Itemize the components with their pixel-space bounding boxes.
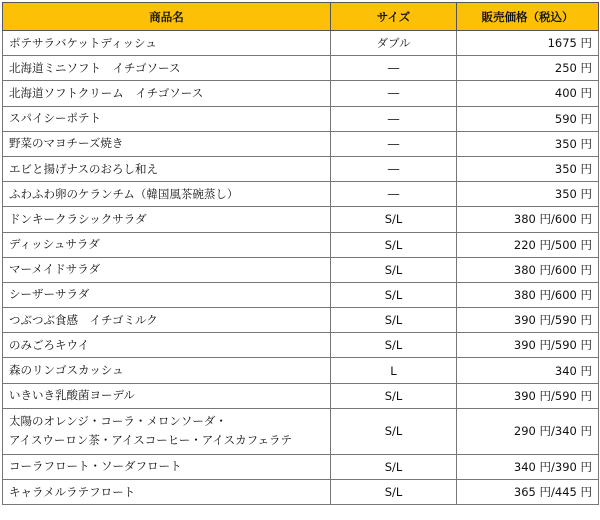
table-row [3, 131, 599, 156]
price-cell: 380 円/600 円 [457, 257, 599, 282]
table-row [3, 480, 599, 505]
size-cell: S/L [331, 383, 457, 408]
size-cell: S/L [331, 308, 457, 333]
price-cell: 390 円/590 円 [457, 333, 599, 358]
table-row [3, 31, 599, 56]
product-name-line: コーラフロート・ソーダフロート [9, 459, 182, 474]
price-cell: 350 円 [457, 182, 599, 207]
table-row [3, 81, 599, 106]
price-cell: 340 円 [457, 358, 599, 383]
price-cell: 220 円/500 円 [457, 232, 599, 257]
product-name-line: スパイシーポテト [9, 111, 101, 126]
table-row [3, 358, 599, 383]
product-name-cell [3, 358, 331, 383]
price-cell: 365 円/445 円 [457, 480, 599, 505]
table-row [3, 106, 599, 131]
product-name-cell [3, 131, 331, 156]
product-name-line: つぶつぶ食感 イチゴミルク [9, 312, 158, 327]
product-name-cell [3, 308, 331, 333]
header-price: 販売価格（税込） [457, 3, 599, 31]
size-cell: L [331, 358, 457, 383]
size-cell: S/L [331, 207, 457, 232]
product-name-line: キャラメルラテフロート [9, 484, 136, 499]
table-row [3, 383, 599, 408]
product-name-line: 北海道ソフトクリーム イチゴソース [9, 85, 204, 100]
table-row [3, 333, 599, 358]
price-cell: 350 円 [457, 156, 599, 181]
product-name-cell [3, 383, 331, 408]
product-name-cell [3, 106, 331, 131]
product-name-cell [3, 182, 331, 207]
product-name-line: ドンキークラシックサラダ [9, 211, 147, 226]
product-name-cell [3, 480, 331, 505]
product-name-line: ふわふわ卵のケランチム（韓国風茶碗蒸し） [9, 186, 239, 201]
product-name-line: のみごろキウイ [9, 337, 90, 352]
product-name-line: 北海道ミニソフト イチゴソース [9, 60, 181, 75]
table-row [3, 282, 599, 307]
size-cell: S/L [331, 480, 457, 505]
product-name-line: 森のリンゴスカッシュ [9, 363, 124, 378]
table-row [3, 408, 599, 454]
size-cell: S/L [331, 282, 457, 307]
table-row [3, 454, 599, 479]
price-cell: 400 円 [457, 81, 599, 106]
size-cell: ― [331, 156, 457, 181]
table-header-row [3, 3, 599, 31]
product-name-line: 野菜のマヨチーズ焼き [9, 136, 124, 151]
table-row [3, 56, 599, 81]
product-name-cell [3, 333, 331, 358]
product-name-cell [3, 156, 331, 181]
size-cell: ダブル [331, 31, 457, 56]
table-row [3, 182, 599, 207]
header-size: サイズ [331, 3, 457, 31]
size-cell: S/L [331, 333, 457, 358]
product-name-line: シーザーサラダ [9, 287, 90, 302]
product-name-cell [3, 454, 331, 479]
price-cell: 390 円/590 円 [457, 383, 599, 408]
price-cell: 1675 円 [457, 31, 599, 56]
table-row [3, 308, 599, 333]
product-name-cell [3, 282, 331, 307]
product-name-line: ポテサラバケットディッシュ [9, 35, 157, 50]
price-cell: 390 円/590 円 [457, 308, 599, 333]
header-product-name: 商品名 [3, 3, 331, 31]
table-row [3, 232, 599, 257]
size-cell: S/L [331, 408, 457, 454]
menu-price-table-container [2, 2, 599, 505]
product-name-line: アイスウーロン茶・アイスコーヒー・アイスカフェラテ [9, 433, 293, 448]
product-name-line: ディッシュサラダ [9, 237, 100, 252]
product-name-line: いきいき乳酸菌ヨーデル [9, 388, 135, 403]
price-cell: 340 円/390 円 [457, 454, 599, 479]
size-cell: S/L [331, 257, 457, 282]
size-cell: ― [331, 131, 457, 156]
price-cell: 380 円/600 円 [457, 207, 599, 232]
price-cell: 590 円 [457, 106, 599, 131]
product-name-cell [3, 56, 331, 81]
size-cell: ― [331, 81, 457, 106]
menu-price-table [2, 2, 599, 505]
price-cell: 250 円 [457, 56, 599, 81]
product-name-line: マーメイドサラダ [9, 262, 101, 277]
table-row [3, 207, 599, 232]
product-name-cell [3, 232, 331, 257]
product-name-cell [3, 207, 331, 232]
size-cell: S/L [331, 232, 457, 257]
price-cell: 380 円/600 円 [457, 282, 599, 307]
table-body [3, 31, 599, 505]
price-cell: 350 円 [457, 131, 599, 156]
product-name-line: エビと揚げナスのおろし和え [9, 161, 159, 176]
price-cell: 290 円/340 円 [457, 408, 599, 454]
size-cell: ― [331, 106, 457, 131]
size-cell: S/L [331, 454, 457, 479]
size-cell: ― [331, 182, 457, 207]
table-row [3, 257, 599, 282]
size-cell: ― [331, 56, 457, 81]
product-name-cell [3, 257, 331, 282]
table-row [3, 156, 599, 181]
product-name-line: 太陽のオレンジ・コーラ・メロンソーダ・ [9, 414, 227, 429]
product-name-cell [3, 408, 331, 454]
product-name-cell [3, 81, 331, 106]
product-name-cell [3, 31, 331, 56]
